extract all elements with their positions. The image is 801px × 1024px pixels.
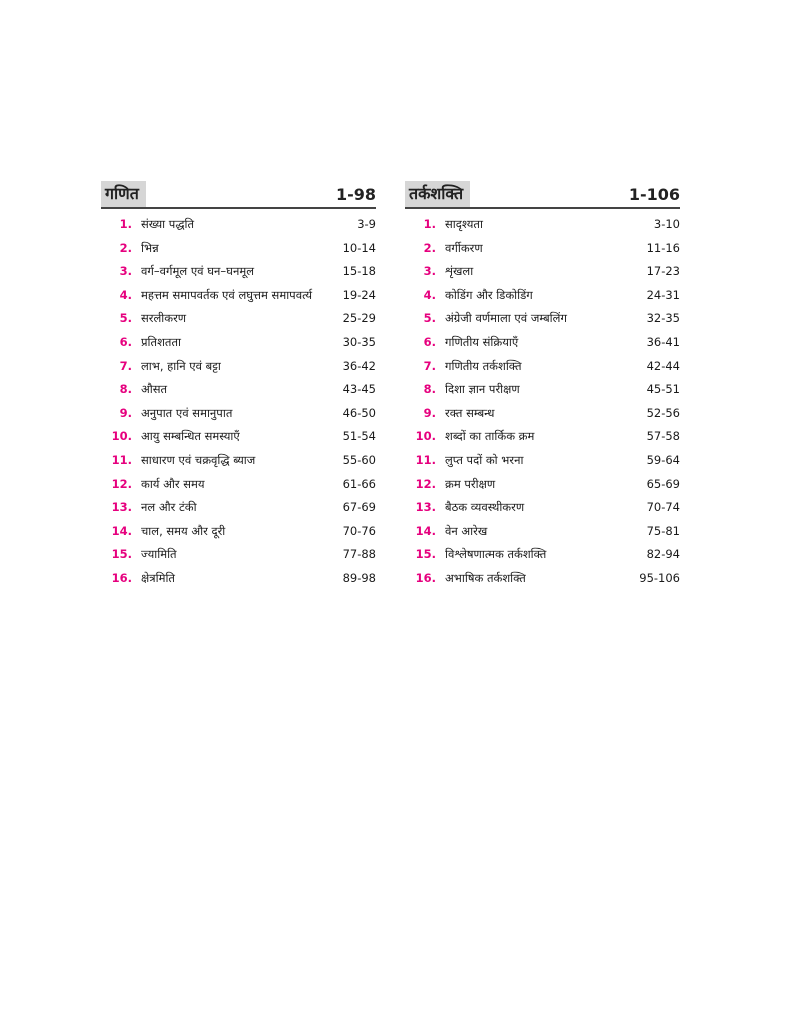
toc-item-title: लाभ, हानि एवं बट्टा bbox=[141, 358, 221, 373]
toc-item-pages: 75-81 bbox=[646, 523, 680, 538]
toc-item-pages: 46-50 bbox=[342, 405, 376, 420]
toc-item-title: चाल, समय और दूरी bbox=[141, 523, 226, 538]
toc-row bbox=[405, 498, 680, 516]
toc-item-pages: 77-88 bbox=[342, 547, 376, 562]
toc-item-title: महत्तम समापवर्तक एवं लघुत्तम समापवर्त्य bbox=[141, 287, 313, 302]
toc-row bbox=[101, 569, 376, 587]
toc-row bbox=[101, 427, 376, 445]
toc-item-pages: 70-74 bbox=[646, 500, 680, 515]
toc-item-title: आयु सम्बन्धित समस्याएँ bbox=[141, 429, 240, 444]
toc-item-number: 6. bbox=[119, 335, 132, 349]
toc-section-tarkshakti bbox=[405, 181, 680, 585]
toc-item-title: शब्दों का तार्किक क्रम bbox=[445, 429, 535, 444]
toc-item-pages: 30-35 bbox=[342, 335, 376, 349]
toc-item-number: 1. bbox=[423, 217, 436, 231]
toc-item-number: 14. bbox=[415, 523, 436, 538]
toc-item-number: 6. bbox=[423, 335, 436, 349]
toc-item-title: वेन आरेख bbox=[445, 523, 488, 538]
toc-item-pages: 42-44 bbox=[646, 358, 680, 373]
toc-item-number: 8. bbox=[423, 382, 436, 397]
toc-item-number: 16. bbox=[415, 571, 436, 585]
toc-item-number: 11. bbox=[111, 453, 132, 467]
toc-item-pages: 45-51 bbox=[646, 382, 680, 397]
toc-item-number: 15. bbox=[111, 547, 132, 562]
toc-item-title: क्रम परीक्षण bbox=[445, 476, 496, 491]
toc-row bbox=[405, 239, 680, 257]
toc-item-number: 10. bbox=[415, 429, 436, 444]
toc-item-title: कार्य और समय bbox=[141, 476, 205, 491]
toc-item-pages: 65-69 bbox=[646, 476, 680, 491]
toc-item-number: 4. bbox=[119, 287, 132, 302]
toc-item-number: 5. bbox=[423, 311, 436, 326]
toc-item-number: 9. bbox=[119, 405, 132, 420]
toc-item-title: भिन्न bbox=[141, 240, 159, 255]
section-title: तर्कशक्ति bbox=[405, 181, 470, 207]
toc-item-pages: 17-23 bbox=[646, 264, 680, 279]
toc-item-title: प्रतिशतता bbox=[141, 335, 181, 349]
section-page-range: 1-98 bbox=[335, 185, 376, 204]
toc-row bbox=[101, 309, 376, 327]
toc-row bbox=[405, 357, 680, 375]
toc-row bbox=[405, 451, 680, 469]
toc-item-number: 13. bbox=[415, 500, 436, 515]
toc-item-pages: 89-98 bbox=[342, 571, 376, 585]
section-header bbox=[101, 181, 376, 209]
toc-item-title: वर्गीकरण bbox=[445, 240, 483, 255]
section-header bbox=[405, 181, 680, 209]
toc-row bbox=[405, 333, 680, 351]
toc-item-title: कोडिंग और डिकोडिंग bbox=[445, 287, 533, 302]
toc-item-title: ज्यामिति bbox=[141, 547, 177, 562]
toc-item-number: 13. bbox=[111, 500, 132, 515]
toc-item-number: 12. bbox=[111, 476, 132, 491]
toc-row bbox=[101, 498, 376, 516]
section-page-range: 1-106 bbox=[628, 185, 680, 204]
toc-item-number: 15. bbox=[415, 547, 436, 562]
toc-row bbox=[405, 427, 680, 445]
toc-item-title: अनुपात एवं समानुपात bbox=[141, 405, 233, 420]
toc-row bbox=[101, 357, 376, 375]
toc-item-pages: 15-18 bbox=[342, 264, 376, 279]
toc-item-pages: 52-56 bbox=[646, 405, 680, 420]
toc-row bbox=[101, 545, 376, 563]
toc-item-pages: 36-42 bbox=[342, 358, 376, 373]
toc-item-title: गणितीय तर्कशक्ति bbox=[445, 358, 522, 373]
toc-item-number: 3. bbox=[119, 264, 132, 279]
toc-item-number: 7. bbox=[119, 358, 132, 373]
toc-item-number: 14. bbox=[111, 523, 132, 538]
toc-item-pages: 19-24 bbox=[342, 287, 376, 302]
toc-item-pages: 32-35 bbox=[646, 311, 680, 326]
toc-row bbox=[101, 451, 376, 469]
toc-item-pages: 3-9 bbox=[357, 217, 376, 231]
toc-item-number: 1. bbox=[119, 217, 132, 231]
toc-row bbox=[101, 239, 376, 257]
toc-row bbox=[405, 309, 680, 327]
toc-item-pages: 51-54 bbox=[342, 429, 376, 444]
toc-item-number: 9. bbox=[423, 405, 436, 420]
toc-row bbox=[405, 286, 680, 304]
toc-row bbox=[405, 380, 680, 398]
toc-item-number: 11. bbox=[415, 453, 436, 467]
toc-item-title: संख्या पद्धति bbox=[141, 217, 195, 231]
toc-row bbox=[101, 215, 376, 233]
toc-item-title: क्षेत्रमिति bbox=[141, 571, 175, 585]
toc-item-title: शृंखला bbox=[445, 264, 474, 279]
toc-item-pages: 11-16 bbox=[646, 240, 680, 255]
toc-item-title: विश्लेषणात्मक तर्कशक्ति bbox=[445, 547, 547, 562]
toc-item-title: रक्त सम्बन्ध bbox=[445, 405, 495, 420]
toc-item-number: 4. bbox=[423, 287, 436, 302]
toc-item-pages: 3-10 bbox=[653, 217, 680, 231]
toc-item-pages: 24-31 bbox=[646, 287, 680, 302]
toc-item-title: सादृश्यता bbox=[445, 217, 483, 231]
toc-item-number: 3. bbox=[423, 264, 436, 279]
toc-item-number: 16. bbox=[111, 571, 132, 585]
toc-row bbox=[405, 215, 680, 233]
toc-item-pages: 59-64 bbox=[646, 453, 680, 467]
toc-row bbox=[101, 380, 376, 398]
toc-row bbox=[405, 404, 680, 422]
toc-item-title: लुप्त पदों को भरना bbox=[445, 453, 524, 467]
toc-item-number: 5. bbox=[119, 311, 132, 326]
toc-item-pages: 67-69 bbox=[342, 500, 376, 515]
toc-row bbox=[405, 262, 680, 280]
toc-item-pages: 36-41 bbox=[646, 335, 680, 349]
section-title: गणित bbox=[101, 181, 146, 207]
toc-item-pages: 95-106 bbox=[639, 571, 680, 585]
toc-item-pages: 10-14 bbox=[342, 240, 376, 255]
toc-item-number: 10. bbox=[111, 429, 132, 444]
toc-item-number: 7. bbox=[423, 358, 436, 373]
toc-item-title: बैठक व्यवस्थीकरण bbox=[445, 500, 525, 515]
toc-item-number: 2. bbox=[119, 240, 132, 255]
toc-item-title: अभाषिक तर्कशक्ति bbox=[445, 571, 526, 585]
toc-item-number: 2. bbox=[423, 240, 436, 255]
toc-item-number: 12. bbox=[415, 476, 436, 491]
toc-row bbox=[405, 545, 680, 563]
toc-item-title: साधारण एवं चक्रवृद्धि ब्याज bbox=[141, 453, 256, 467]
toc-row bbox=[101, 475, 376, 493]
toc-item-title: सरलीकरण bbox=[141, 311, 187, 326]
toc-item-pages: 25-29 bbox=[342, 311, 376, 326]
toc-item-title: अंग्रेजी वर्णमाला एवं जम्बलिंग bbox=[445, 311, 567, 326]
toc-row bbox=[101, 404, 376, 422]
toc-item-title: गणितीय संक्रियाएँ bbox=[445, 335, 519, 349]
toc-row bbox=[405, 475, 680, 493]
toc-row bbox=[405, 569, 680, 587]
toc-row bbox=[405, 522, 680, 540]
toc-item-pages: 43-45 bbox=[342, 382, 376, 397]
toc-row bbox=[101, 262, 376, 280]
toc-item-pages: 61-66 bbox=[342, 476, 376, 491]
toc-item-number: 8. bbox=[119, 382, 132, 397]
toc-item-pages: 82-94 bbox=[646, 547, 680, 562]
toc-item-title: वर्ग–वर्गमूल एवं घन–घनमूल bbox=[141, 264, 255, 279]
toc-row bbox=[101, 286, 376, 304]
toc-item-pages: 55-60 bbox=[342, 453, 376, 467]
toc-item-pages: 57-58 bbox=[646, 429, 680, 444]
toc-row bbox=[101, 522, 376, 540]
toc-item-title: नल और टंकी bbox=[141, 500, 197, 515]
toc-item-title: दिशा ज्ञान परीक्षण bbox=[445, 382, 520, 397]
toc-item-title: औसत bbox=[141, 382, 168, 397]
toc-item-pages: 70-76 bbox=[342, 523, 376, 538]
toc-row bbox=[101, 333, 376, 351]
toc-section-ganit bbox=[101, 181, 376, 585]
